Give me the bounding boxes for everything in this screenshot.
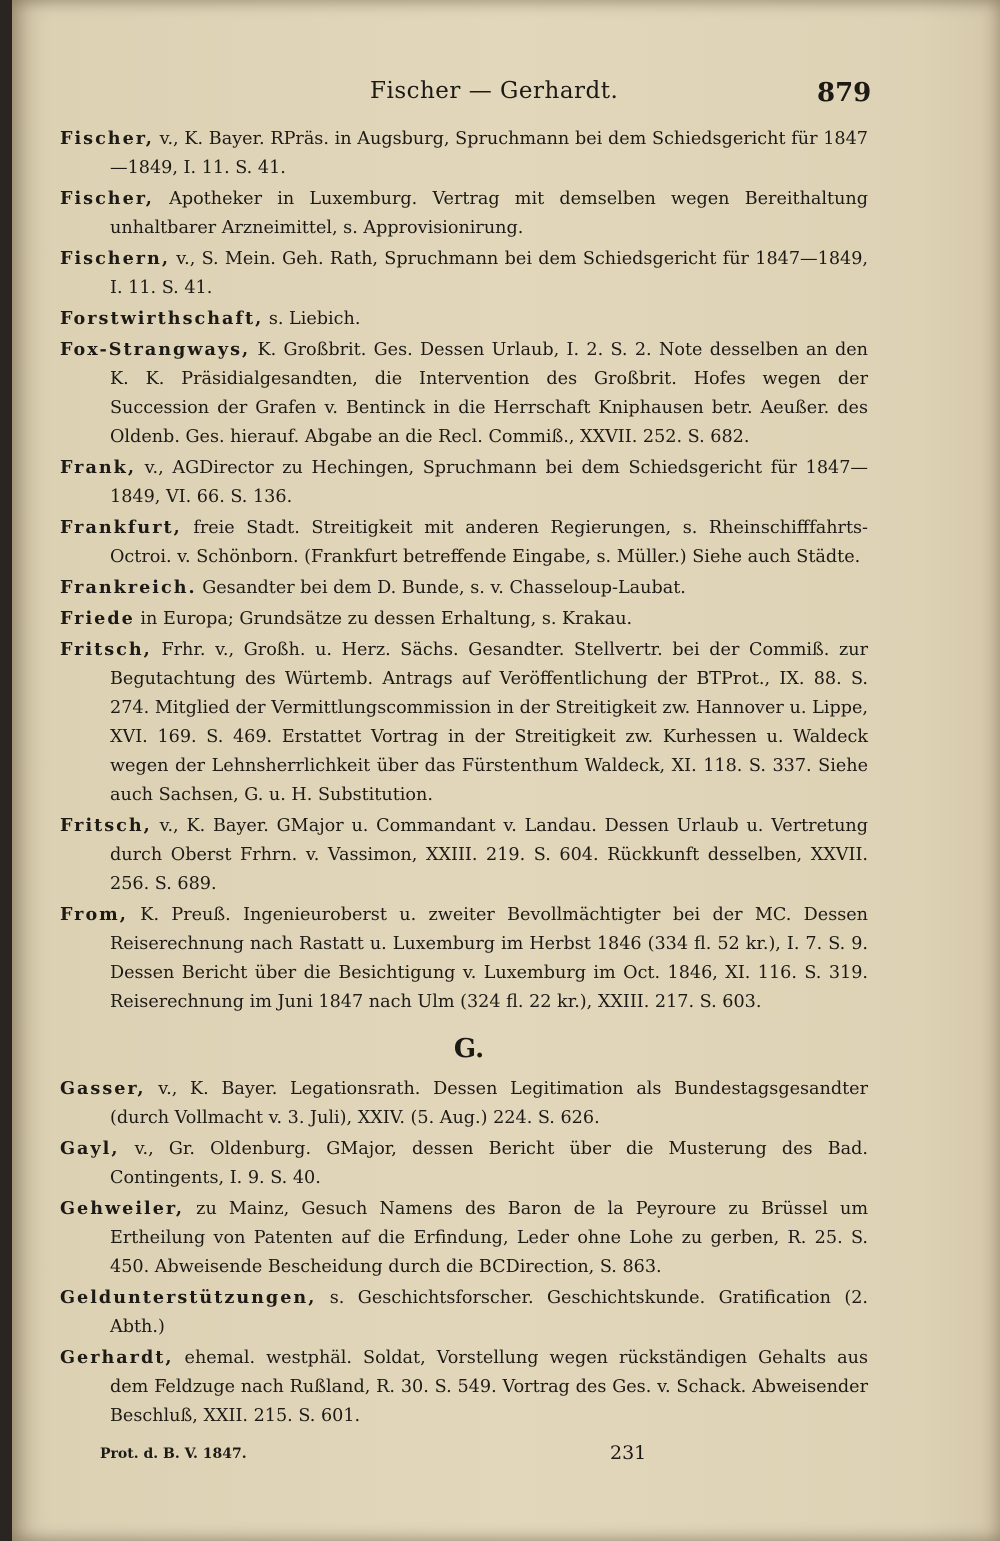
index-entry <box>60 184 868 243</box>
entry-headword: Gehweiler, <box>60 1198 185 1219</box>
entry-headword: Frank, <box>60 457 136 478</box>
index-entry <box>60 604 868 634</box>
entry-headword: Fischern, <box>60 248 170 269</box>
entry-text: v., K. Bayer. RPräs. in Augsburg, Spruchmann bei dem Schiedsgericht für 1847—1849, I. 11. S. 41. <box>110 129 868 178</box>
entry-text: v., AGDirector zu Hechingen, Spruchmann bei dem Schiedsgericht für 1847—1849, VI. 66. S. 136. <box>110 458 868 507</box>
entry-text: K. Großbrit. Ges. Dessen Urlaub, I. 2. S. 2. Note desselben an den K. K. Präsidialgesandten, die Intervention des Großbrit. Hofes wegen der Succession der Grafen v. Bentinck in die Herrschaft Kniphausen betr. Aeußer. des Oldenb. Ges. hierauf. Abgabe an die Recl. Commiß., XXVII. 252. S. 682. <box>110 340 868 447</box>
entry-headword: Gasser, <box>60 1078 146 1099</box>
page-footer <box>12 1442 1000 1472</box>
entry-text: s. Liebich. <box>268 309 361 329</box>
index-entry <box>60 635 868 810</box>
index-entry <box>60 1283 868 1342</box>
entry-text: ehemal. westphäl. Soldat, Vorstellung wegen rückständigen Gehalts aus dem Feldzuge nach Rußland, R. 30. S. 549. Vortrag des Ges. v. Schack. Abweisender Beschluß, XXII. 215. S. 601. <box>110 1348 868 1426</box>
entry-headword: Fritsch, <box>60 815 152 836</box>
entry-text: v., K. Bayer. GMajor u. Commandant v. Landau. Dessen Urlaub u. Vertretung durch Oberst Frhrn. v. Vassimon, XXIII. 219. S. 604. Rückkunft desselben, XXVII. 256. S. 689. <box>110 816 869 894</box>
page-header <box>12 74 1000 114</box>
index-entry <box>60 335 868 452</box>
entry-headword: Fox-Strangways, <box>60 339 251 360</box>
entries-g <box>60 1074 868 1431</box>
entry-headword: Fischer, <box>60 188 154 209</box>
entry-text: v., S. Mein. Geh. Rath, Spruchmann bei dem Schiedsgericht für 1847—1849, I. 11. S. 41. <box>110 249 868 298</box>
entry-text: Frhr. v., Großh. u. Herz. Sächs. Gesandter. Stellvertr. bei der Commiß. zur Begutachtung des Würtemb. Antrags auf Veröffentlichung der BTProt., IX. 88. S. 274. Mitglied der Vermittlungscommission in der Streitigkeit zw. Hannover u. Lippe, XVI. 169. S. 469. Erstattet Vortrag in der Streitigkeit zw. Kurhessen u. Waldeck wegen der Lehnsherrlichkeit über das Fürstenthum Waldeck, XI. 118. S. 337. Siehe auch Sachsen, G. u. H. Substitution. <box>110 640 869 805</box>
entry-text: K. Preuß. Ingenieuroberst u. zweiter Bevollmächtigter bei der MC. Dessen Reiserechnung nach Rastatt u. Luxemburg im Herbst 1846 (334 fl. 52 kr.), I. 7. S. 9. Dessen Bericht über die Besichtigung v. Luxemburg im Oct. 1846, XI. 116. S. 319. Reiserechnung im Juni 1847 nach Ulm (324 fl. 22 kr.), XXIII. 217. S. 603. <box>110 905 869 1012</box>
signature-mark: Prot. d. B. V. 1847. <box>100 1446 247 1462</box>
entry-text: freie Stadt. Streitigkeit mit anderen Regierungen, s. Rheinschifffahrts-Octroi. v. Schönborn. (Frankfurt betreffende Eingabe, s. Müller.) Siehe auch Städte. <box>110 518 868 567</box>
index-entry <box>60 1074 868 1133</box>
sheet-number: 231 <box>610 1442 647 1464</box>
entries-f <box>60 124 868 1017</box>
running-head: Fischer — Gerhardt. <box>370 78 619 104</box>
index-entry <box>60 1343 868 1431</box>
entry-headword: From, <box>60 904 128 925</box>
index-entry <box>60 124 868 183</box>
entry-headword: Frankfurt, <box>60 517 182 538</box>
index-content <box>60 124 868 1432</box>
entry-text: v., K. Bayer. Legationsrath. Dessen Legitimation als Bundestagsgesandter (durch Vollmacht v. 3. Juli), XXIV. (5. Aug.) 224. S. 626. <box>110 1079 868 1128</box>
entry-headword: Geldunterstützungen, <box>60 1287 317 1308</box>
entry-text: v., Gr. Oldenburg. GMajor, dessen Bericht über die Musterung des Bad. Contingents, I. 9. S. 40. <box>110 1139 869 1188</box>
entry-headword: Gerhardt, <box>60 1347 174 1368</box>
entry-headword: Friede <box>60 608 135 629</box>
page-number: 879 <box>817 78 872 108</box>
index-entry <box>60 573 868 603</box>
index-entry <box>60 453 868 512</box>
entry-headword: Forstwirthschaft, <box>60 308 264 329</box>
index-entry <box>60 513 868 572</box>
entry-text: zu Mainz, Gesuch Namens des Baron de la Peyroure zu Brüssel um Ertheilung von Patenten auf die Erfindung, Leder ohne Lohe zu gerben, R. 25. S. 450. Abweisende Bescheidung durch die BCDirection, S. 863. <box>110 1199 869 1277</box>
index-entry <box>60 900 868 1017</box>
entry-text: s. Geschichtsforscher. Geschichtskunde. Gratification (2. Abth.) <box>110 1288 868 1337</box>
index-entry <box>60 811 868 899</box>
entry-text: in Europa; Grundsätze zu dessen Erhaltung, s. Krakau. <box>140 609 633 629</box>
index-entry <box>60 244 868 303</box>
entry-headword: Frankreich. <box>60 577 197 598</box>
entry-headword: Gayl, <box>60 1138 120 1159</box>
section-letter-g: G. <box>453 1034 485 1064</box>
entry-headword: Fischer, <box>60 128 154 149</box>
entry-headword: Fritsch, <box>60 639 152 660</box>
index-entry <box>60 1134 868 1193</box>
index-entry <box>60 1194 868 1282</box>
book-page <box>12 0 1000 1541</box>
entry-text: Apotheker in Luxemburg. Vertrag mit demselben wegen Bereithaltung unhaltbarer Arzneimittel, s. Approvisionirung. <box>110 189 869 238</box>
index-entry <box>60 304 868 334</box>
entry-text: Gesandter bei dem D. Bunde, s. v. Chasseloup-Laubat. <box>202 578 686 598</box>
